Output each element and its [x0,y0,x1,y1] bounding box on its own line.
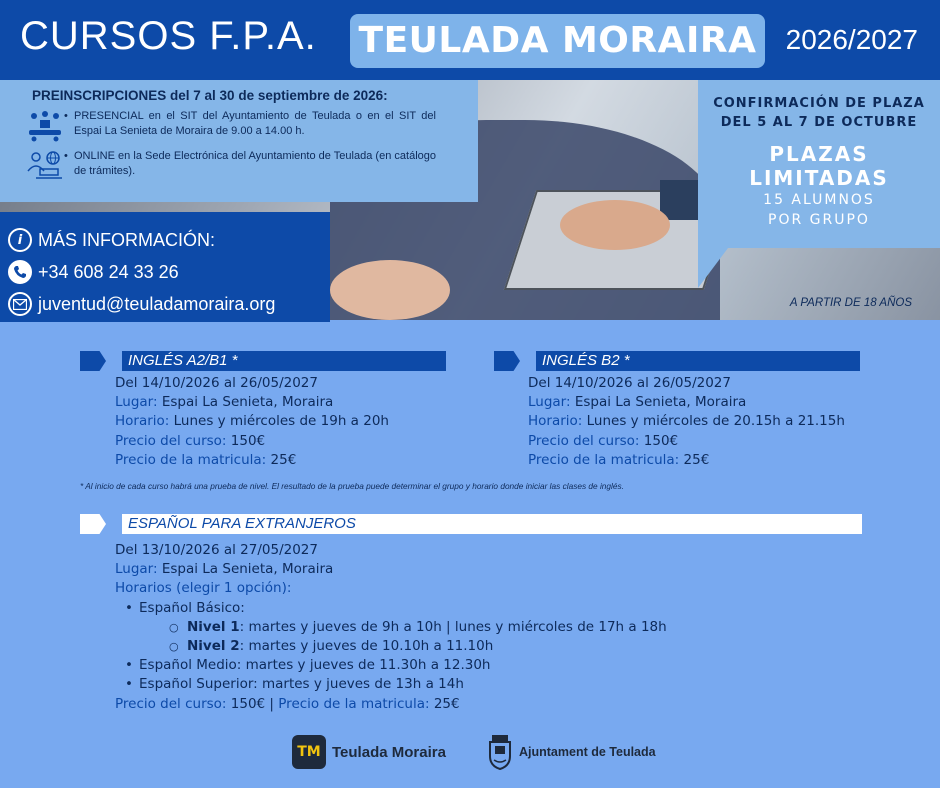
info-icon: i [8,228,32,252]
contact-title: MÁS INFORMACIÓN: [38,229,216,250]
preregistration-in-person: • PRESENCIAL en el SIT del Ayuntamiento de Teulada o en el SIT del Espai La Senieta de Moraira de 9.00 a 14.00 h. [64,109,436,139]
confirmation-line1: CONFIRMACIÓN DE PLAZA [713,96,925,111]
course-title: ESPAÑOL PARA EXTRANJEROS [122,514,862,534]
contact-email[interactable]: juventud@teuladamoraira.org [38,293,276,314]
contact-phone[interactable]: +34 608 24 33 26 [38,261,179,282]
teulada-moraira-logo: TM Teulada Moraira [292,735,446,769]
preregistration-box [0,80,478,202]
confirmation-line2: DEL 5 AL 7 DE OCTUBRE [720,115,918,130]
header-title: CURSOS F.P.A. [20,14,317,58]
course-details-english-a2b1: Del 14/10/2026 al 26/05/2027 Lugar: Espai La Senieta, Moraira Horario: Lunes y miércoles de 19h a 20h Precio del curso: 150€ Precio de la matricula: 25€ [115,375,389,468]
phone-icon [8,260,32,284]
age-note: A PARTIR DE 18 AÑOS [789,297,912,309]
online-globe-icon [26,149,64,179]
header-year: 2026/2027 [785,24,918,55]
people-desk-icon [26,109,64,139]
contact-box [0,212,330,322]
ajuntament-logo: Ajuntament de Teulada [487,734,656,770]
coat-of-arms-icon [487,734,513,770]
arrow-icon [494,351,520,371]
email-icon [8,292,32,316]
confirmation-tail [698,248,728,288]
course-details-spanish: Del 13/10/2026 al 27/05/2027 Lugar: Espai La Senieta, Moraira Horarios (elegir 1 opción): • Español Básico: ○ Nivel 1: martes y jueves de 9h a 10h | lunes y miércoles de 17h a 18h ○ Nivel 2: martes y jueves de 10.10h a 11.10h • Español Medio: martes y jueves de 11.30h a 12.30h • Español Superior: martes y jueves de 13h a 14h Precio del curso: 150€ | Precio de la matricula: 25€ [115,541,667,714]
course-header-spanish [80,514,862,534]
course-details-english-b2: Del 14/10/2026 al 26/05/2027 Lugar: Espai La Senieta, Moraira Horario: Lunes y miércoles de 20.15h a 21.15h Precio del curso: 150€ Precio de la matricula: 25€ [528,375,845,468]
arrow-icon [80,514,106,534]
confirmation-box [698,80,940,248]
limited-places-1: PLAZAS [769,142,869,166]
course-dates: Del 14/10/2026 al 26/05/2027 [115,375,318,391]
preregistration-online: • ONLINE en la Sede Electrónica del Ayuntamiento de Teulada (en catálogo de trámites). [64,149,436,179]
header-place-badge: TEULADA MORAIRA [350,14,765,68]
tm-logo-icon: TM [292,735,326,769]
group-size-1: 15 ALUMNOS [763,192,875,208]
limited-places-2: LIMITADAS [749,166,889,190]
arrow-icon [80,351,106,371]
course-title: INGLÉS A2/B1 * [122,351,446,371]
course-title: INGLÉS B2 * [536,351,860,371]
level-test-note: * Al inicio de cada curso habrá una prueba de nivel. El resultado de la prueba puede determinar el grupo y horario donde iniciar las clases de inglés. [80,481,624,491]
group-size-2: POR GRUPO [768,212,870,228]
course-header-english-a2b1 [80,351,446,371]
preregistration-title: PREINSCRIPCIONES del 7 al 30 de septiembre de 2026: [32,88,388,103]
course-header-english-b2 [494,351,860,371]
header-banner [0,0,940,80]
